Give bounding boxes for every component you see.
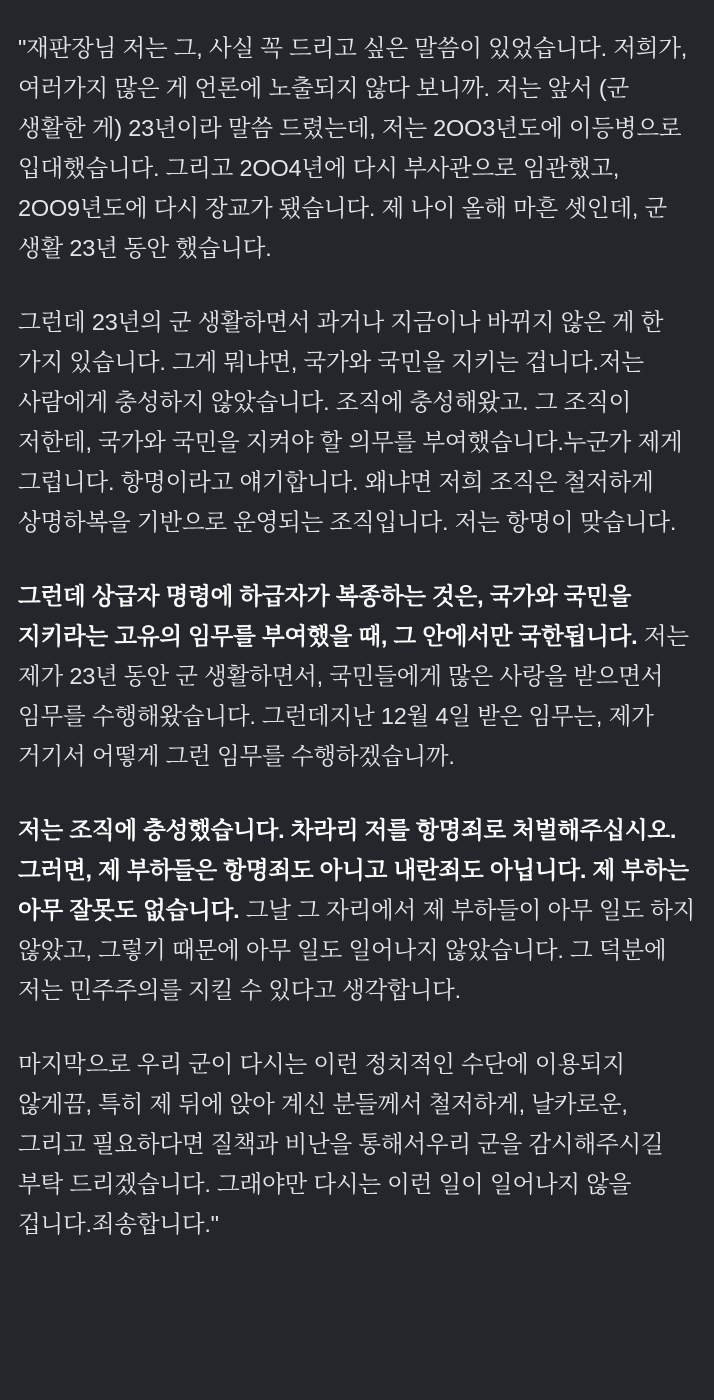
emphasized-text-run: 저는 조직에 충성했습니다. 차라리 저를 항명죄로 처벌해주십시오. 그러면, 제 부하들은 항명죄도 아니고 내란죄도 아닙니다. 제 부하는 아무 잘못도 없습니다. bbox=[18, 817, 696, 923]
statement-text-body bbox=[18, 28, 702, 1244]
statement-paragraph bbox=[18, 302, 696, 542]
statement-paragraph bbox=[18, 28, 696, 268]
text-run: 그날 그 자리에서 제 부하들이 아무 일도 하지 않았고, 그렇기 때문에 아무 일도 일어나지 않았습니다. 그 덕분에 저는 민주주의를 지킬 수 있다고 생각합니다. bbox=[18, 897, 702, 1003]
text-run: 마지막으로 우리 군이 다시는 이런 정치적인 수단에 이용되지 않게끔, 특히 제 뒤에 앉아 계신 분들께서 철저하게, 날카로운, 그리고 필요하다면 질책과 비난을 통해서우리 군을 감시해주시길 부탁 드리겠습니다. 그래야만 다시는 이런 일이 일어나지 않을 겁니다.죄송합니다." bbox=[18, 1051, 670, 1237]
statement-paragraph bbox=[18, 1044, 696, 1244]
text-run: 그런데 23년의 군 생활하면서 과거나 지금이나 바뀌지 않은 게 한 가지 있습니다. 그게 뭐냐면, 국가와 국민을 지키는 겁니다.저는 사람에게 충성하지 않았습니다. 조직에 충성해왔고. 그 조직이 저한테, 국가와 국민을 지켜야 할 의무를 부여했습니다.누군가 제게 그럽니다. 항명이라고 얘기합니다. 왜냐면 저희 조직은 철저하게 상명하복을 기반으로 운영되는 조직입니다. 저는 항명이 맞습니다. bbox=[18, 309, 689, 535]
statement-paragraph bbox=[18, 576, 696, 776]
emphasized-text-run: 그런데 상급자 명령에 하급자가 복종하는 것은, 국가와 국민을 지키라는 고유의 임무를 부여했을 때, 그 안에서만 국한됩니다. bbox=[18, 583, 638, 649]
text-run: 저는 제가 23년 동안 군 생활하면서, 국민들에게 많은 사랑을 받으면서 임무를 수행해왔습니다. 그런데지난 12월 4일 받은 임무는, 제가 거기서 어떻게 그런 임무를 수행하겠습니까. bbox=[18, 623, 696, 769]
statement-paragraph bbox=[18, 810, 702, 1010]
text-run: "재판장님 저는 그, 사실 꼭 드리고 싶은 말씀이 있었습니다. 저희가, 여러가지 많은 게 언론에 노출되지 않다 보니까. 저는 앞서 (군 생활한 게) 23년이라 말씀 드렸는데, 저는 2OO3년도에 이등병으로 입대했습니다. 그리고 2OO4년에 다시 부사관으로 임관했고, 2OO9년도에 다시 장교가 됐습니다. 제 나이 올해 마흔 셋인데, 군 생활 23년 동안 했습니다. bbox=[18, 35, 694, 261]
